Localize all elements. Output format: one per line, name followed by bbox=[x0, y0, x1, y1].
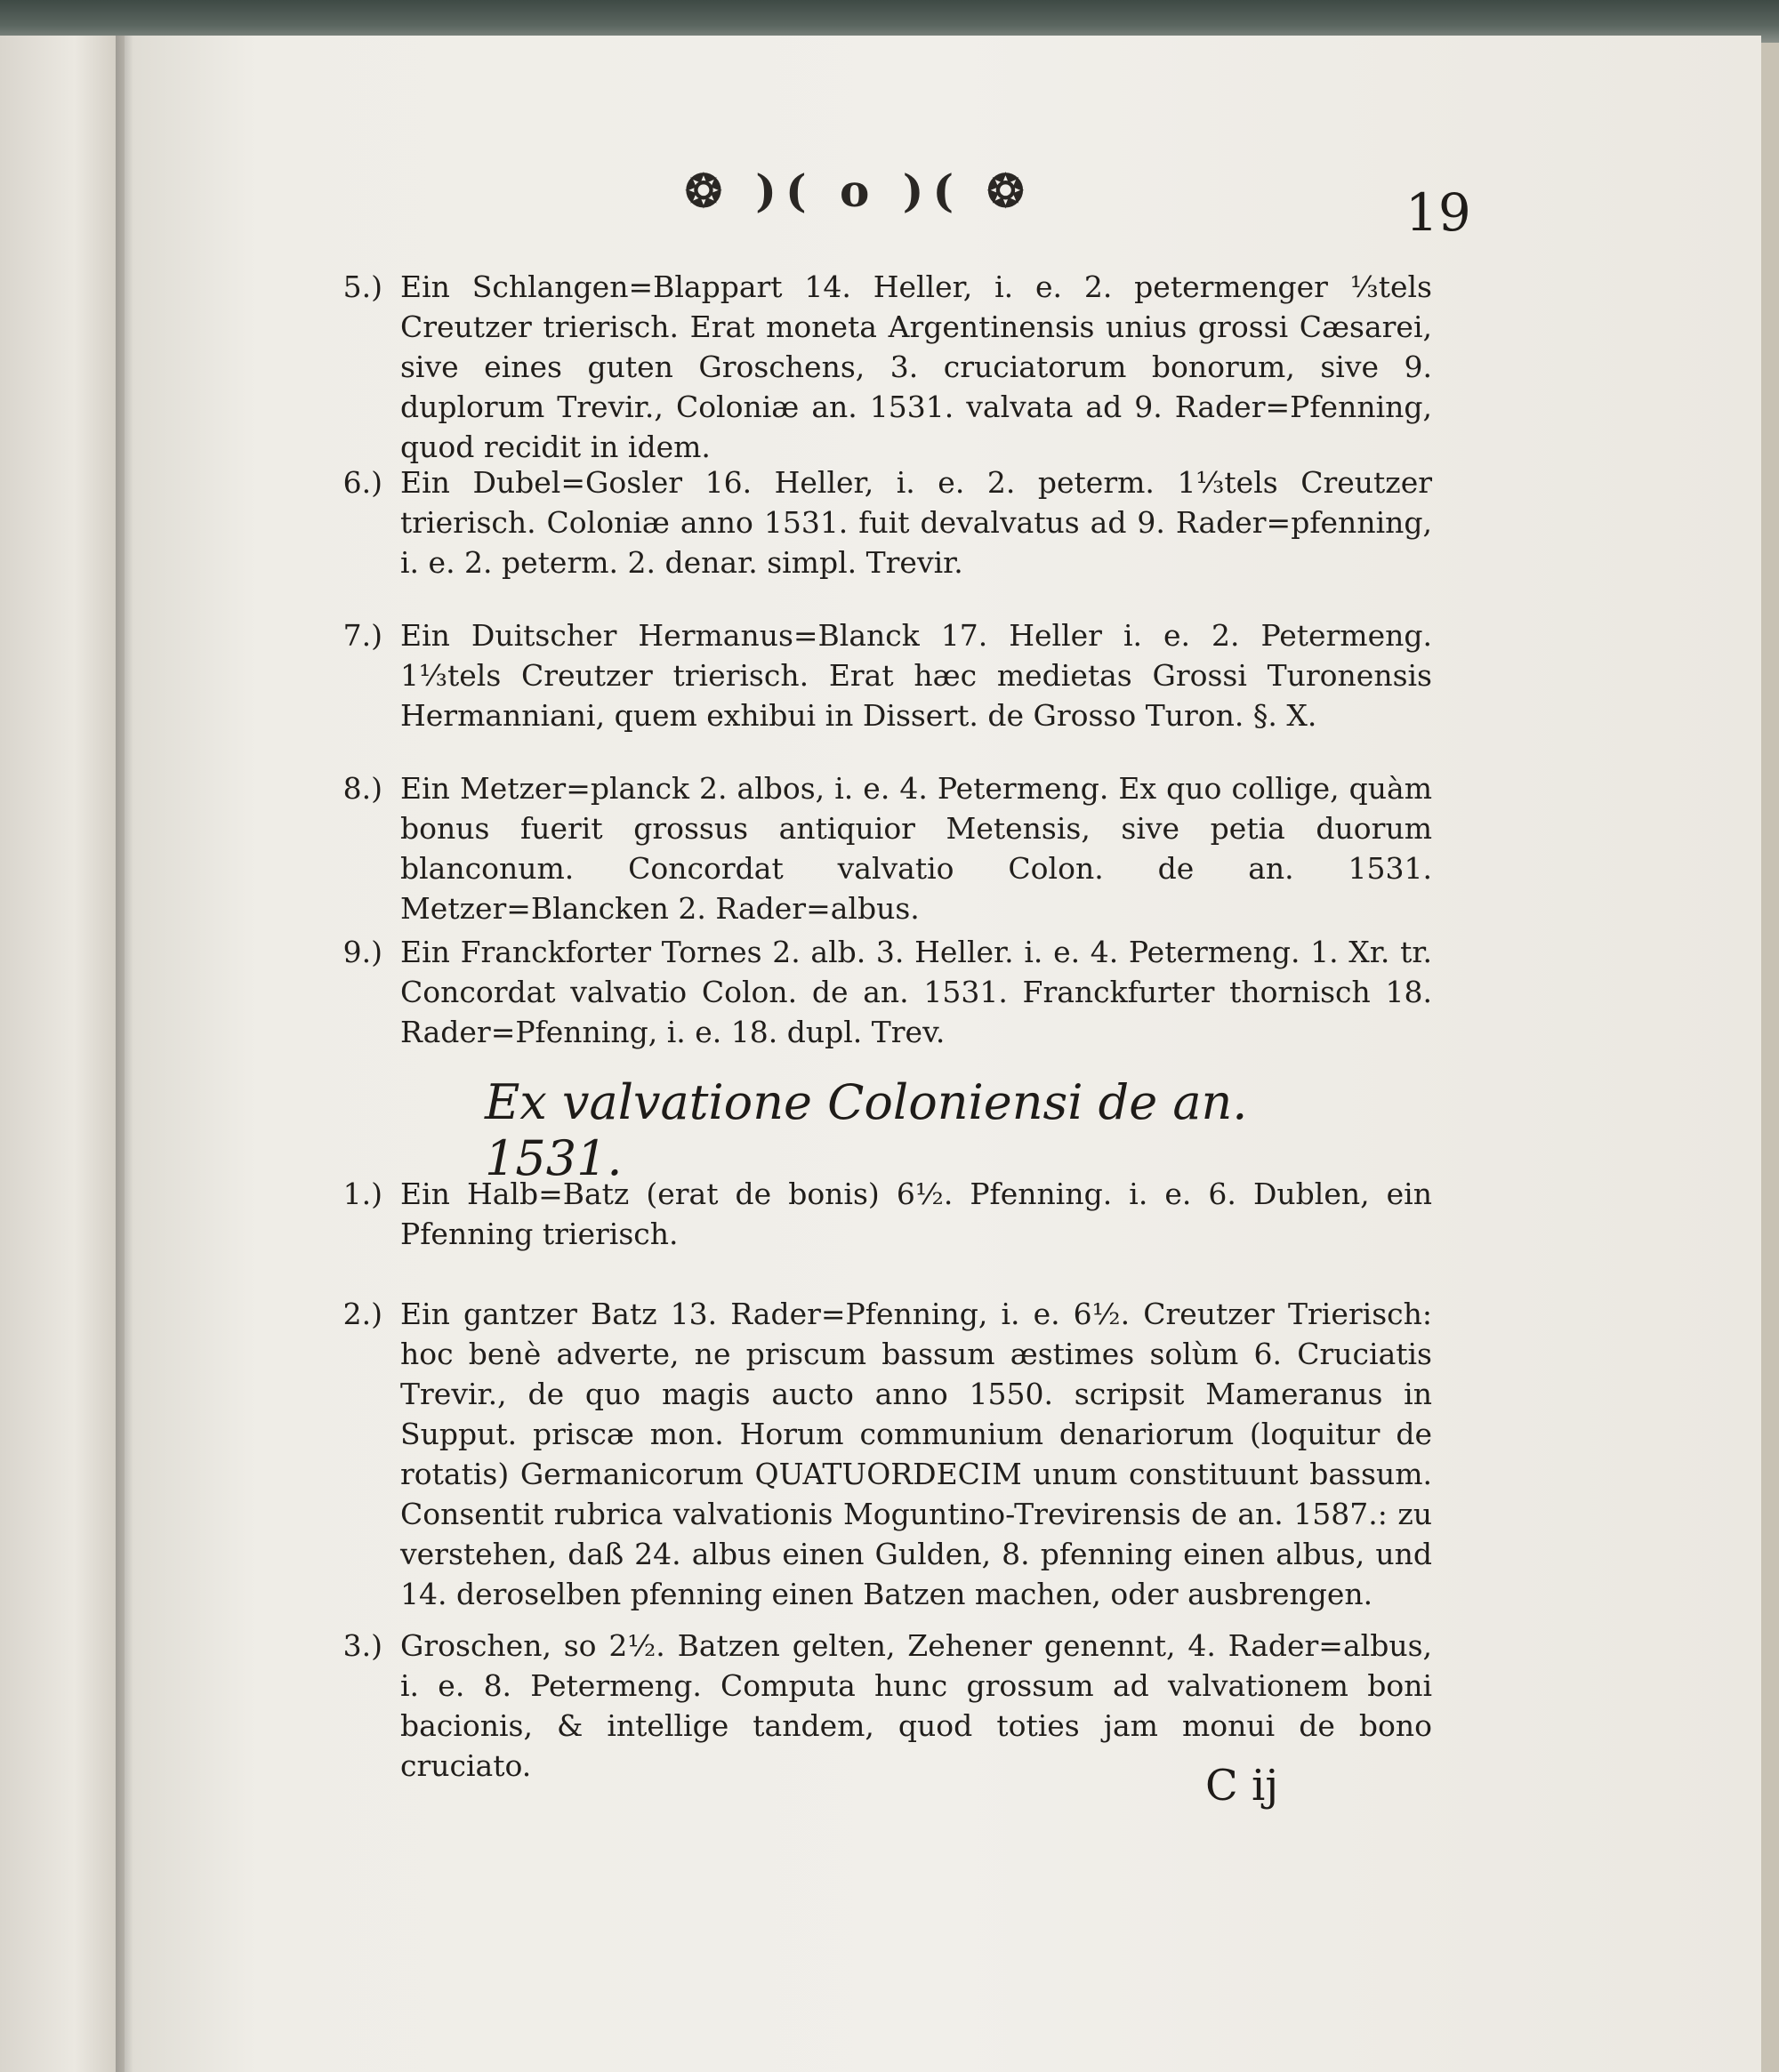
entry-number: 6.) bbox=[342, 465, 382, 500]
entry-6 bbox=[342, 462, 1432, 582]
head-ornament: ❂ )( o )( ❂ bbox=[685, 165, 1034, 217]
entry-number: 5.) bbox=[342, 269, 382, 304]
entry-text: Ein Schlangen=Blappart 14. Heller, i. e. 2. petermenger ⅓tels Creutzer trierisch. Erat moneta Argentinensis unius grossi Cæsarei, sive eines guten Groschens, 3. cruciatorum bonorum, sive 9. duplorum Trevir., Coloniæ an. 1531. valvata ad 9. Rader=Pfenning, quod recidit in idem. bbox=[400, 269, 1432, 464]
entry-number: 2.) bbox=[342, 1297, 382, 1331]
facing-page-edge bbox=[0, 36, 126, 2072]
entry-8 bbox=[342, 768, 1432, 928]
signature-mark: C ij bbox=[1205, 1761, 1279, 1811]
entry-number: 3.) bbox=[342, 1628, 382, 1663]
entry-7 bbox=[342, 615, 1432, 735]
page-number: 19 bbox=[1405, 182, 1471, 243]
entry-text: Ein Dubel=Gosler 16. Heller, i. e. 2. peterm. 1⅓tels Creutzer trierisch. Coloniæ anno 1531. fuit devalvatus ad 9. Rader=pfenning, i. e. 2. peterm. 2. denar. simpl. Trevir. bbox=[400, 465, 1432, 580]
entry-5 bbox=[342, 267, 1432, 467]
section-heading: Ex valvatione Coloniensi de an. 1531. bbox=[485, 1074, 1248, 1186]
entry-number: 1.) bbox=[342, 1177, 382, 1211]
spine-shadow bbox=[116, 36, 133, 2072]
entry-text: Ein Duitscher Hermanus=Blanck 17. Heller i. e. 2. Petermeng. 1⅓tels Creutzer trierisch. Erat hæc medietas Grossi Turonensis Hermanniani, quem exhibui in Dissert. de Grosso Turon. §. X. bbox=[400, 618, 1432, 733]
entry-text: Ein gantzer Batz 13. Rader=Pfenning, i. e. 6½. Creutzer Trierisch: hoc benè adverte, ne priscum bassum æstimes solùm 6. Cruciatis Trevir., de quo magis aucto anno 1550. scripsit Mameranus in Supput. priscæ mon. Horum communium denariorum (loquitur de rotatis) Germanicorum QUATUORDECIM unum constituunt bassum. Consentit rubrica valvationis Moguntino-Trevirensis de an. 1587.: zu verstehen, daß 24. albus einen Gulden, 8. pfenning einen albus, und 14. deroselben pfenning einen Batzen machen, oder ausbrengen. bbox=[400, 1297, 1432, 1611]
entry-number: 8.) bbox=[342, 771, 382, 806]
entry-text: Ein Halb=Batz (erat de bonis) 6½. Pfenning. i. e. 6. Dublen, ein Pfenning trierisch. bbox=[400, 1177, 1432, 1251]
entry-number: 9.) bbox=[342, 935, 382, 969]
entry-b-2 bbox=[342, 1294, 1432, 1614]
entry-9 bbox=[342, 932, 1432, 1052]
entry-text: Ein Franckforter Tornes 2. alb. 3. Heller. i. e. 4. Petermeng. 1. Xr. tr. Concordat valvatio Colon. de an. 1531. Franckfurter thornisch 18. Rader=Pfenning, i. e. 18. dupl. Trev. bbox=[400, 935, 1432, 1049]
entry-text: Groschen, so 2½. Batzen gelten, Zehener genennt, 4. Rader=albus, i. e. 8. Petermeng. Computa hunc grossum ad valvationem boni bacionis, & intellige tandem, quod toties jam monui de bono cruciato. bbox=[400, 1628, 1432, 1783]
entry-b-1 bbox=[342, 1174, 1432, 1254]
entry-text: Ein Metzer=planck 2. albos, i. e. 4. Petermeng. Ex quo collige, quàm bonus fuerit grossus antiquior Metensis, sive petia duorum blanconum. Concordat valvatio Colon. de an. 1531. Metzer=Blancken 2. Rader=albus. bbox=[400, 771, 1432, 926]
entry-number: 7.) bbox=[342, 618, 382, 653]
